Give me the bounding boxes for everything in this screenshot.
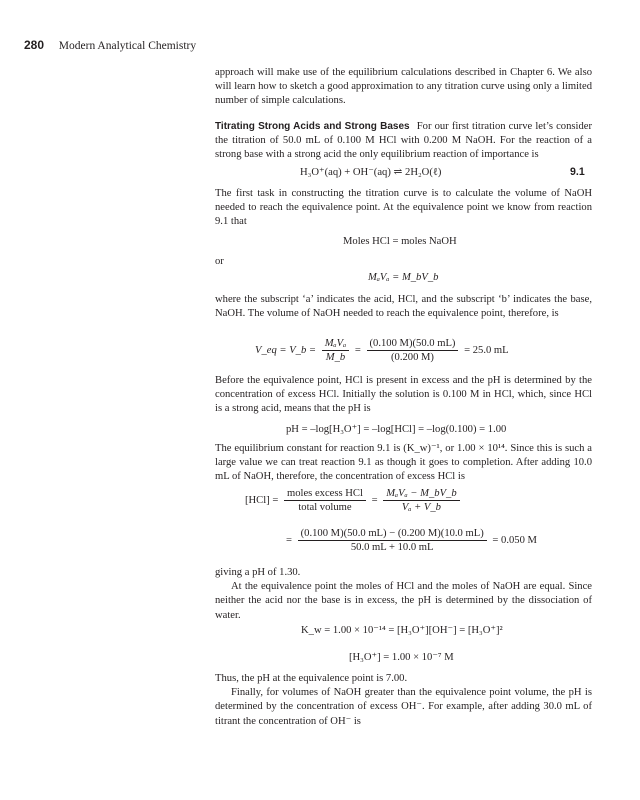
paragraph-3: where the subscript ‘a’ indicates the acid, HCl, and the subscript ‘b’ indicates the base, NaOH. The volume of NaOH needed to reach the equivalence point, therefore, is: [215, 294, 592, 320]
paragraph-6: giving a pH of 1.30.: [215, 567, 301, 578]
veq-frac1-den: M_b: [325, 352, 346, 363]
veq-fraction-numeric: [367, 338, 459, 363]
section-strong-acids: [215, 120, 592, 163]
equation-number: 9.1: [570, 166, 585, 178]
hcl-fraction-words: [284, 488, 366, 513]
veq-frac2-den: (0.200 M): [391, 352, 434, 363]
equation-veq: [255, 338, 509, 363]
equation-hcl: [245, 488, 463, 513]
paragraph-ph-result: [215, 566, 592, 623]
paragraph-1: approach will make use of the equilibrium calculations described in Chapter 6. We also will learn how to sketch a good approximation to any titration curve using only a limited number of simple calculations.: [215, 67, 592, 107]
equation-mv: MₐVₐ = M_bV_b: [368, 272, 439, 283]
equation-kw: K_w = 1.00 × 10⁻¹⁴ = [H₃O⁺][OH⁻] = [H₃O⁺]²: [301, 625, 503, 636]
hcl-frac3-den: 50.0 mL + 10.0 mL: [350, 542, 434, 553]
hcl-frac1-num: moles excess HCl: [284, 488, 366, 501]
page-number: 280: [24, 38, 45, 52]
hcl-frac3-num: (0.100 M)(50.0 mL) − (0.200 M)(10.0 mL): [298, 528, 487, 541]
paragraph-equilibrium-constant: [215, 442, 592, 485]
equals-sign: =: [354, 344, 361, 356]
equation-hcl-numeric: [286, 528, 537, 553]
section-paragraph: [215, 120, 592, 163]
paragraph-before-equivalence: [215, 374, 592, 417]
veq-frac1-num: MₐVₐ: [322, 338, 350, 351]
page-header: [24, 38, 196, 52]
hcl-frac2-den: Vₐ + V_b: [401, 502, 441, 513]
paragraph-2: The first task in constructing the titration curve is to calculate the volume of NaOH needed to reach the equivalence point. At the equivalence point we know from reaction 9.1 that: [215, 188, 592, 228]
veq-result: = 25.0 mL: [464, 344, 509, 356]
section-text: For our first titration curve let’s consider the titration of 50.0 mL of 0.100 M HCl with 0.200 M NaOH. For the reaction of a strong base with a strong acid the only equilibrium reaction of importance is: [215, 121, 592, 161]
section-heading: Titrating Strong Acids and Strong Bases: [215, 121, 410, 132]
hcl-result: = 0.050 M: [492, 534, 537, 546]
equals-sign: =: [371, 494, 378, 506]
hcl-fraction-symbolic: [383, 488, 459, 513]
paragraph-final: [215, 672, 592, 729]
paragraph-subscripts: [215, 293, 592, 321]
paragraph-intro: [215, 66, 592, 109]
equation-h3o: [H₃O⁺] = 1.00 × 10⁻⁷ M: [349, 652, 454, 663]
hcl-fraction-numeric: [298, 528, 487, 553]
veq-frac2-num: (0.100 M)(50.0 mL): [367, 338, 459, 351]
hcl-frac1-den: total volume: [298, 502, 352, 513]
equation-ph: pH = –log[H₃O⁺] = –log[HCl] = –log(0.100) = 1.00: [286, 424, 507, 435]
paragraph-4: Before the equivalence point, HCl is present in excess and the pH is determined by the concentration of excess HCl. Initially the solution is 0.100 M in HCl, which, since HCl is a strong acid, means that the pH is: [215, 375, 592, 415]
paragraph-8: Thus, the pH at the equivalence point is 7.00.: [215, 673, 408, 684]
paragraph-7: At the equivalence point the moles of HCl and the moles of NaOH are equal. Since neither the acid nor the base is in excess, the pH is determined by the dissociation of water.: [215, 581, 592, 621]
running-title: Modern Analytical Chemistry: [58, 40, 197, 52]
equals-sign: =: [286, 534, 292, 546]
hcl-lhs: [HCl] =: [245, 494, 279, 506]
equation-moles: Moles HCl = moles NaOH: [343, 236, 457, 247]
hcl-frac2-num: MₐVₐ − M_bV_b: [383, 488, 459, 501]
veq-lhs: V_eq = V_b =: [255, 344, 317, 356]
equation-9-1: H₃O⁺(aq) + OH⁻(aq) ⇌ 2H₂O(ℓ): [300, 167, 442, 178]
paragraph-5: The equilibrium constant for reaction 9.1 is (K_w)⁻¹, or 1.00 × 10¹⁴. Since this is such a large value we can treat reaction 9.1 as though it goes to completion. After adding 10.0 mL of NaOH, therefore, the concentration of excess HCl is: [215, 443, 592, 483]
paragraph-equivalence: [215, 187, 592, 230]
paragraph-9: Finally, for volumes of NaOH greater than the equivalence point volume, the pH is determined by the concentration of excess OH⁻. For example, after adding 30.0 mL of titrant the concentration of OH⁻ is: [215, 687, 592, 727]
veq-fraction-symbolic: [322, 338, 350, 363]
word-or: or: [215, 256, 224, 267]
